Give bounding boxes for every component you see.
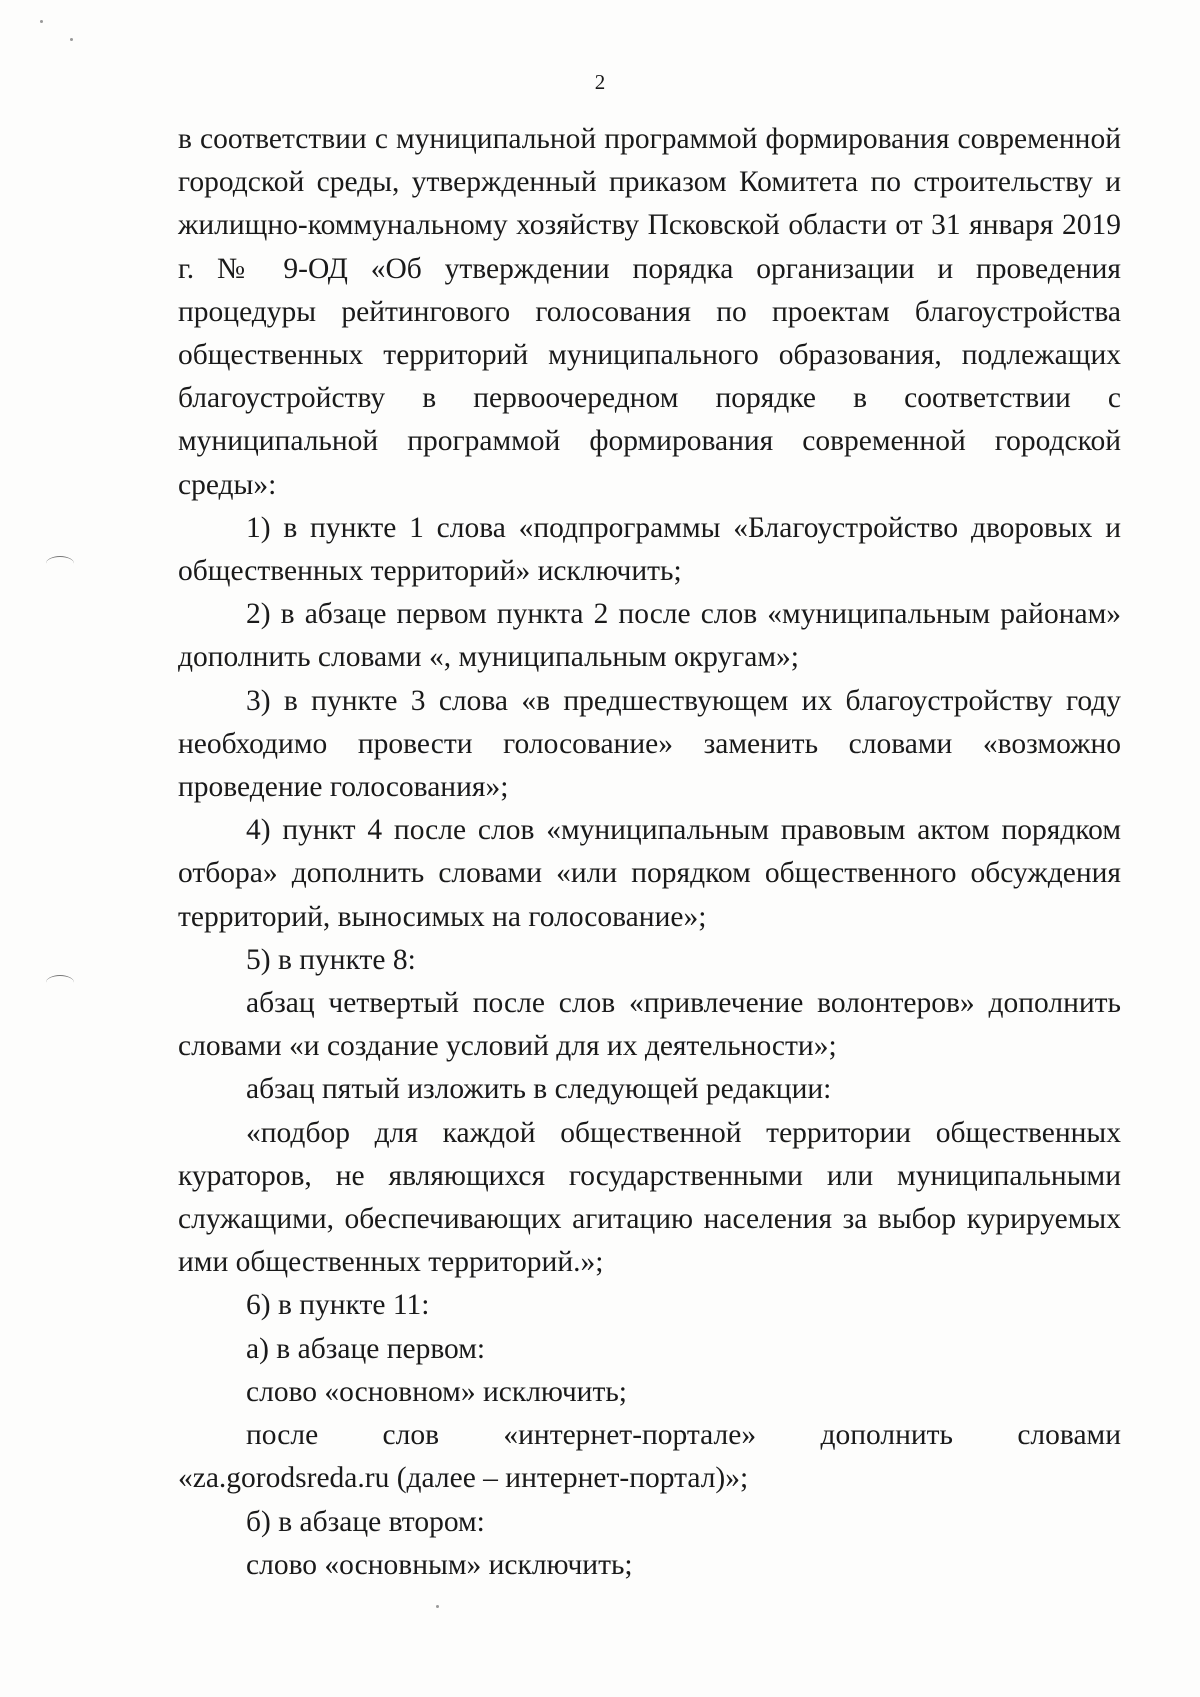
paragraph-item-6-a-1: слово «основном» исключить;	[246, 1375, 627, 1408]
paragraph-item-5-sub-1: абзац четвертый после слов «привлечение волонтеров» дополнить словами «и создание условий для их деятельности»;	[178, 987, 1121, 1063]
paragraph-item-3: 3) в пункте 3 слова «в предшествующем их благоустройству году необходимо провести голосование» заменить словами «возможно проведение голосования»;	[178, 684, 1121, 804]
paragraph-item-4: 4) пункт 4 после слов «муниципальным правовым актом порядком отбора» дополнить словами «или порядком общественного обсуждения территорий, выносимых на голосование»;	[178, 814, 1121, 933]
scan-artifact-dot	[40, 20, 43, 23]
paragraph-item-6-b: б) в абзаце втором:	[246, 1505, 485, 1538]
scan-artifact-dot	[436, 1605, 439, 1608]
paragraph-item-6-b-1: слово «основным» исключить;	[246, 1548, 633, 1581]
paragraph-item-6: 6) в пункте 11:	[246, 1289, 430, 1322]
paragraph-item-5: 5) в пункте 8:	[246, 943, 416, 976]
scan-artifact-mark	[46, 556, 74, 571]
scan-artifact-dot	[70, 38, 73, 41]
scan-artifact-mark	[46, 975, 74, 990]
paragraph-item-2: 2) в абзаце первом пункта 2 после слов «муниципальным районам» дополнить словами «, муниципальным округам»;	[178, 598, 1121, 674]
paragraph-intro: в соответствии с муниципальной программой формирования современной городской среды, утвержденный приказом Комитета по строительству и жилищно-коммунальному хозяйству Псковской области от 31 января 2019 г. № 9-ОД «Об утверждении порядка организации и проведения процедуры рейтингового голосования по проектам благоустройства общественных территорий муниципального образования, подлежащих благоустройству в первоочередном порядке в соответствии с муниципальной программой формирования современной городской среды»:	[178, 123, 1121, 501]
page-number: 2	[594, 70, 606, 94]
paragraph-item-5-quote: «подбор для каждой общественной территории общественных кураторов, не являющихся государственными или муниципальными служащими, обеспечивающих агитацию населения за выбор курируемых ими общественных территорий.»;	[178, 1116, 1121, 1279]
document-body	[178, 118, 1121, 1587]
paragraph-item-6-a-2: после слов «интернет-портале» дополнить словами	[246, 1419, 1121, 1452]
paragraph-item-1: 1) в пункте 1 слова «подпрограммы «Благоустройство дворовых и общественных территорий» исключить;	[178, 511, 1121, 588]
paragraph-item-6-a: а) в абзаце первом:	[246, 1332, 486, 1365]
paragraph-item-6-a-2-cont: «za.gorodsreda.ru (далее – интернет-портал)»;	[178, 1462, 749, 1495]
paragraph-item-5-sub-2: абзац пятый изложить в следующей редакции:	[246, 1073, 832, 1106]
